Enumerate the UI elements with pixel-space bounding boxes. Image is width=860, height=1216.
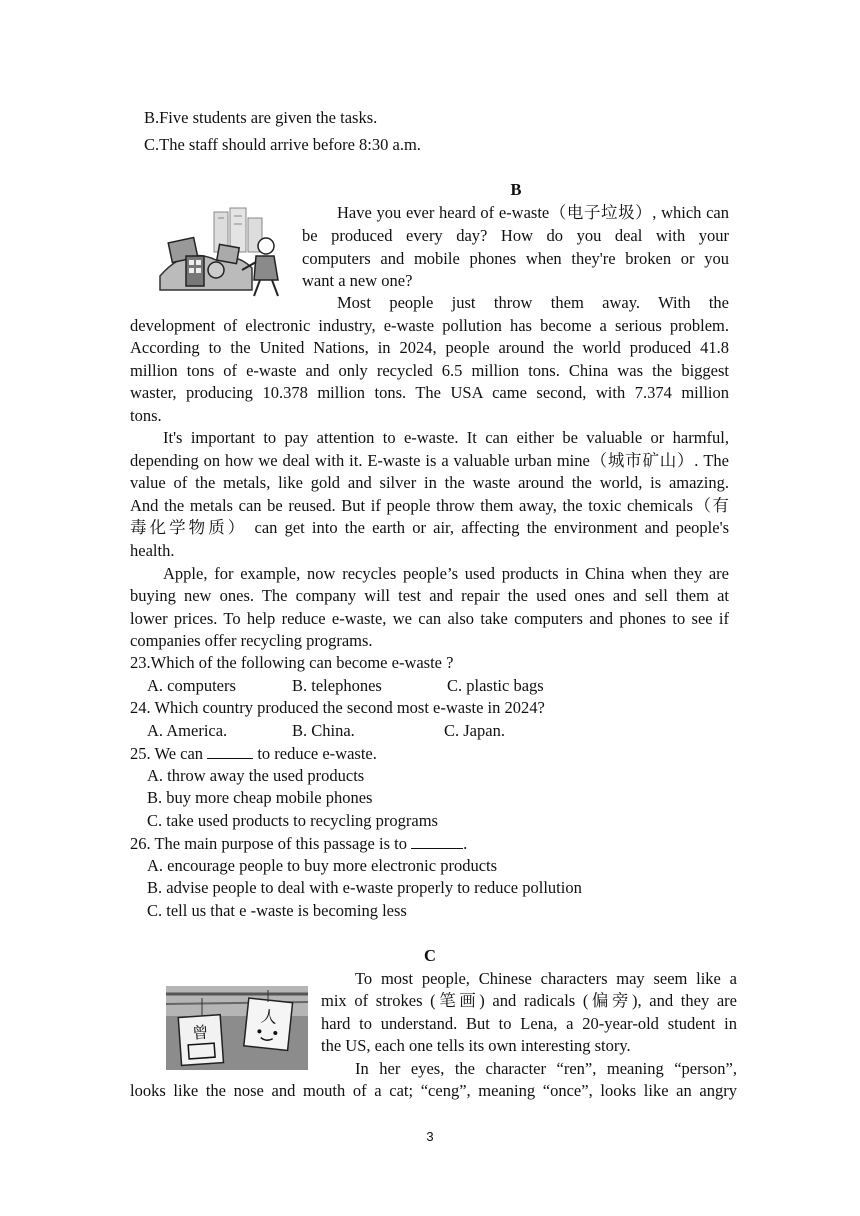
section-c-heading: C — [424, 946, 436, 965]
para-b4-line-3: lower prices. To help reduce e-waste, we can also take computers and phones to see if — [130, 609, 729, 628]
question-26-option-c: C. tell us that e -waste is becoming less — [147, 901, 407, 920]
question-23-stem: 23.Which of the following can become e-waste ? — [130, 653, 454, 672]
para-c1-line-1: To most people, Chinese characters may seem like a — [355, 969, 737, 988]
para-b3-line-2: depending on how we deal with it. E-waste is a valuable urban mine（城市矿山）. The — [130, 451, 729, 470]
question-25-option-b: B. buy more cheap mobile phones — [147, 788, 373, 807]
question-23-option-c: C. plastic bags — [447, 676, 544, 695]
question-26-option-b: B. advise people to deal with e-waste properly to reduce pollution — [147, 878, 582, 897]
chinese-characters-photo-icon — [166, 986, 308, 1070]
question-26-stem-before: 26. The main purpose of this passage is to — [130, 834, 407, 853]
question-24-stem: 24. Which country produced the second most e-waste in 2024? — [130, 698, 545, 717]
para-c2-line-1: In her eyes, the character “ren”, meaning “person”, — [355, 1059, 737, 1078]
para-b2-line-1: Most people just throw them away. With the — [337, 293, 729, 312]
para-b3-line-3: value of the metals, like gold and silver in the waste around the world, is amazing. — [130, 473, 729, 492]
question-26-stem — [130, 832, 467, 855]
question-24-option-b: B. China. — [292, 721, 355, 740]
question-24-option-c: C. Japan. — [444, 721, 505, 740]
para-c2-line-2: looks like the nose and mouth of a cat; “ceng”, meaning “once”, looks like an angry — [130, 1081, 737, 1100]
para-b1-line-4: want a new one? — [302, 271, 413, 290]
question-26-option-a: A. encourage people to buy more electronic products — [147, 856, 498, 875]
para-b2-line-2: development of electronic industry, e-waste pollution has become a serious problem. — [130, 316, 729, 335]
option-b: B.Five students are given the tasks. — [144, 108, 378, 127]
question-25-option-a: A. throw away the used products — [147, 766, 365, 785]
e-waste-illustration-icon — [156, 206, 284, 298]
para-b2-line-3: According to the United Nations, in 2024, people around the world produced 41.8 — [130, 338, 729, 357]
para-b3-line-6: health. — [130, 541, 175, 560]
para-b4-line-1: Apple, for example, now recycles people’s used products in China when they are — [163, 564, 729, 583]
question-25-stem — [130, 742, 377, 765]
question-25-stem-after: to reduce e-waste. — [257, 744, 377, 763]
option-c: C.The staff should arrive before 8:30 a.m. — [144, 135, 421, 154]
question-25-stem-before: 25. We can — [130, 744, 204, 763]
para-b2-line-4: million tons of e-waste and only recycled 6.5 million tons. China was the biggest — [130, 361, 729, 380]
question-23-option-a: A. computers — [147, 676, 236, 695]
question-26-stem-after: . — [463, 834, 468, 853]
para-b3-line-4: And the metals can be reused. But if people throw them away, the toxic chemicals（有 — [130, 496, 729, 515]
answer-blank — [207, 742, 253, 759]
section-b-heading: B — [510, 180, 522, 199]
svg-text:曾: 曾 — [191, 1022, 209, 1043]
question-24-option-a: A. America. — [147, 721, 228, 740]
answer-blank — [411, 832, 463, 849]
para-c1-line-3: hard to understand. But to Lena, a 20-year-old student in — [321, 1014, 737, 1033]
page-number: 3 — [426, 1129, 434, 1144]
para-b1-line-2: be produced every day? How do you deal with your — [302, 226, 729, 245]
question-25-option-c: C. take used products to recycling programs — [147, 811, 438, 830]
para-b4-line-2: buying new ones. The company will test and repair the used ones and sell them at — [130, 586, 729, 605]
para-b1-line-3: computers and mobile phones when they're broken or you — [302, 249, 729, 268]
question-23-option-b: B. telephones — [292, 676, 382, 695]
para-b2-line-5: waster, producing 10.378 million tons. The USA came second, with 7.374 million — [130, 383, 729, 402]
para-b1-line-1: Have you ever heard of e-waste（电子垃圾）, which can — [337, 203, 729, 222]
para-c1-line-4: the US, each one tells its own interesting story. — [321, 1036, 631, 1055]
para-b4-line-4: companies offer recycling programs. — [130, 631, 373, 650]
para-b2-line-6: tons. — [130, 406, 162, 425]
para-b3-line-5: 毒化学物质） can get into the earth or air, affecting the environment and people's — [130, 518, 729, 537]
para-b3-line-1: It's important to pay attention to e-waste. It can either be valuable or harmful, — [163, 428, 729, 447]
svg-text:人: 人 — [260, 1006, 278, 1028]
para-c1-line-2: mix of strokes (笔画) and radicals (偏旁), and they are — [321, 991, 737, 1010]
